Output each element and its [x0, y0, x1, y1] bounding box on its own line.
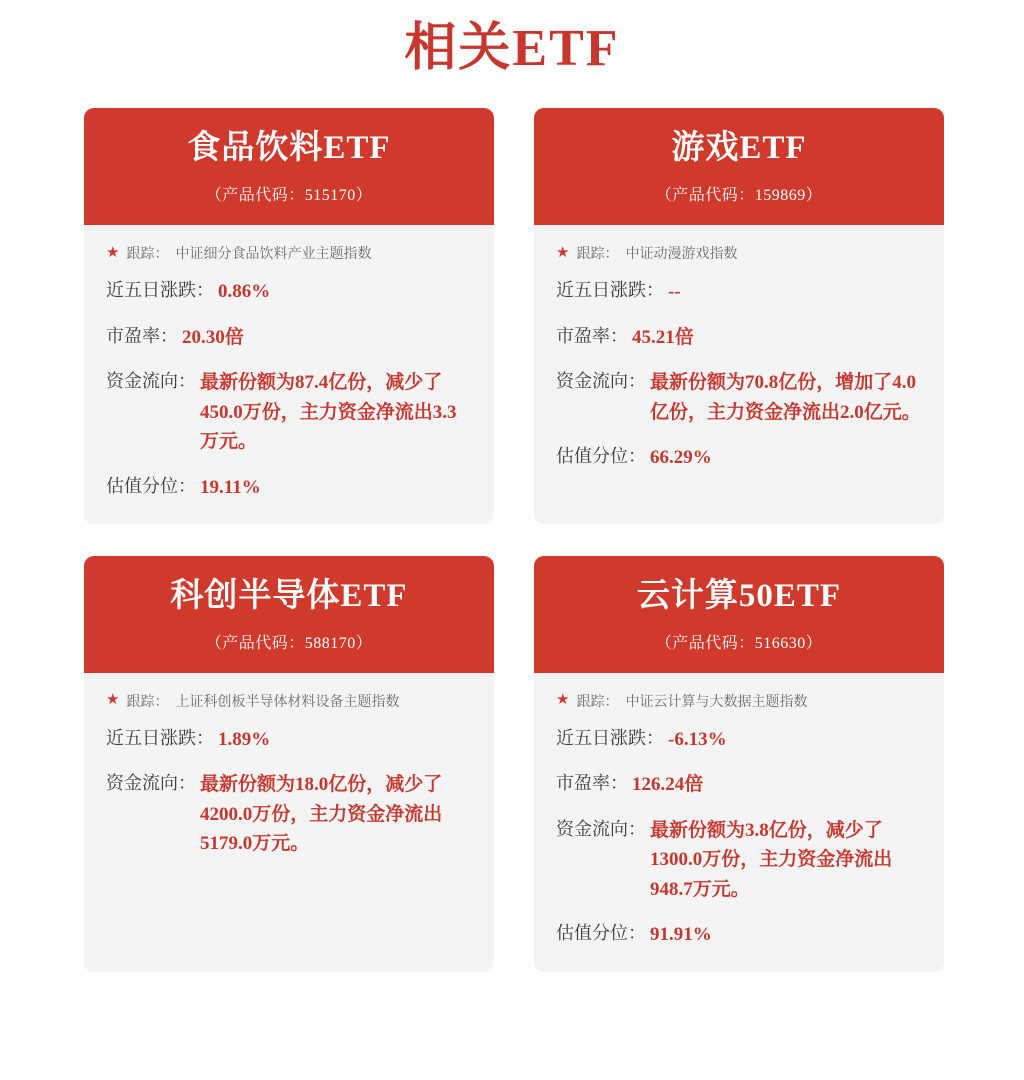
flow-row — [556, 368, 922, 427]
flow-label: 资金流向： — [556, 818, 646, 839]
five-day-value: 1.89% — [218, 728, 271, 750]
track-row — [556, 243, 922, 263]
etf-card-body — [534, 673, 944, 972]
flow-value: 最新份额为87.4亿份，减少了450.0万份，主力资金净流出3.3万元。 — [200, 372, 457, 453]
star-icon: ★ — [556, 692, 570, 709]
etf-code: （产品代码：516630） — [655, 634, 823, 652]
valuation-row — [556, 920, 922, 949]
valuation-value: 91.91% — [650, 924, 712, 946]
etf-card[interactable] — [534, 108, 944, 524]
track-value: 中证细分食品饮料产业主题指数 — [175, 247, 372, 263]
etf-card-header — [84, 108, 494, 225]
valuation-row — [556, 443, 922, 472]
five-day-label: 近五日涨跌： — [556, 727, 664, 748]
star-icon: ★ — [556, 244, 570, 261]
flow-label: 资金流向： — [106, 371, 196, 392]
star-icon: ★ — [106, 692, 120, 709]
pe-value: 20.30倍 — [182, 326, 244, 348]
etf-name: 云计算50ETF — [636, 577, 842, 614]
five-day-row — [556, 277, 922, 306]
pe-label: 市盈率： — [556, 773, 628, 794]
star-icon: ★ — [106, 244, 120, 261]
valuation-label: 估值分位： — [106, 475, 196, 496]
track-row — [106, 243, 472, 263]
etf-code: （产品代码：515170） — [205, 187, 373, 205]
flow-row — [106, 368, 472, 456]
flow-value: 最新份额为70.8亿份，增加了4.0亿份，主力资金净流出2.0亿元。 — [650, 372, 921, 423]
track-label: 跟踪： — [576, 247, 619, 263]
etf-card-body — [84, 225, 494, 524]
etf-name: 科创半导体ETF — [170, 577, 408, 614]
five-day-value: -- — [668, 281, 681, 303]
pe-value: 45.21倍 — [632, 326, 694, 348]
flow-row — [106, 770, 472, 858]
valuation-row — [106, 473, 472, 502]
etf-card[interactable] — [84, 108, 494, 524]
flow-value: 最新份额为18.0亿份，减少了4200.0万份，主力资金净流出5179.0万元。 — [200, 774, 443, 855]
five-day-row — [556, 725, 922, 754]
etf-card-header — [534, 556, 944, 673]
valuation-value: 19.11% — [200, 476, 261, 498]
etf-card[interactable] — [534, 556, 944, 972]
track-label: 跟踪： — [126, 694, 169, 710]
etf-name: 游戏ETF — [671, 130, 807, 167]
pe-row — [556, 323, 922, 352]
pe-row — [556, 770, 922, 799]
valuation-value: 66.29% — [650, 447, 712, 469]
etf-code: （产品代码：159869） — [655, 187, 823, 205]
five-day-label: 近五日涨跌： — [556, 280, 664, 301]
etf-card-header — [84, 556, 494, 673]
etf-card-body — [84, 673, 494, 972]
flow-value: 最新份额为3.8亿份，减少了1300.0万份，主力资金净流出948.7万元。 — [650, 819, 893, 900]
pe-value: 126.24倍 — [632, 774, 704, 796]
flow-label: 资金流向： — [556, 371, 646, 392]
track-value: 中证动漫游戏指数 — [625, 247, 738, 263]
etf-card-grid — [0, 108, 1024, 971]
track-row — [556, 691, 922, 711]
etf-code: （产品代码：588170） — [205, 634, 373, 652]
etf-name: 食品饮料ETF — [187, 130, 391, 167]
pe-label: 市盈率： — [106, 325, 178, 346]
etf-card-body — [534, 225, 944, 524]
pe-label: 市盈率： — [556, 325, 628, 346]
valuation-label: 估值分位： — [556, 923, 646, 944]
etf-card[interactable] — [84, 556, 494, 972]
flow-label: 资金流向： — [106, 773, 196, 794]
page-title: 相关ETF — [404, 20, 620, 77]
track-row — [106, 691, 472, 711]
flow-row — [556, 816, 922, 904]
track-label: 跟踪： — [126, 247, 169, 263]
five-day-row — [106, 277, 472, 306]
five-day-label: 近五日涨跌： — [106, 727, 214, 748]
five-day-value: 0.86% — [218, 281, 271, 303]
etf-card-header — [534, 108, 944, 225]
five-day-value: -6.13% — [668, 728, 727, 750]
five-day-label: 近五日涨跌： — [106, 280, 214, 301]
track-value: 中证云计算与大数据主题指数 — [625, 694, 808, 710]
five-day-row — [106, 725, 472, 754]
valuation-label: 估值分位： — [556, 446, 646, 467]
pe-row — [106, 323, 472, 352]
track-value: 上证科创板半导体材料设备主题指数 — [175, 694, 400, 710]
track-label: 跟踪： — [576, 694, 619, 710]
